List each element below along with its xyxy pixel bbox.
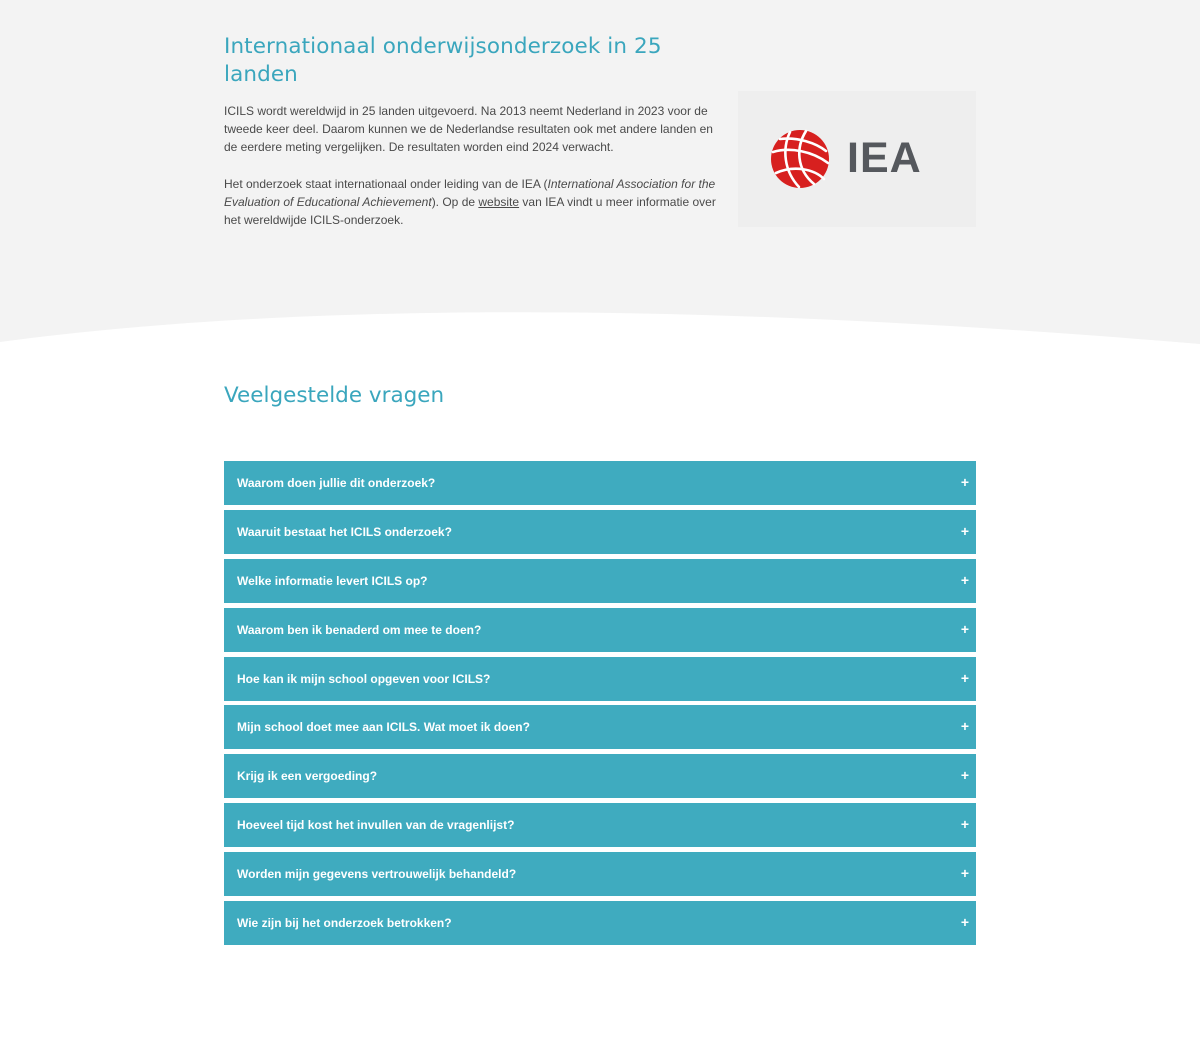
faq-item[interactable] (224, 754, 976, 798)
plus-icon: + (960, 914, 969, 931)
intro-paragraph-1: ICILS wordt wereldwijd in 25 landen uitgevoerd. Na 2013 neemt Nederland in 2023 voor de tweede keer deel. Daarom kunnen we de Nederlandse resultaten ook met andere landen en de eerdere meting vergelijken. De resultaten worden eind 2024 verwacht. (224, 104, 713, 155)
faq-accordion (224, 461, 976, 950)
plus-icon: + (960, 669, 969, 686)
plus-icon: + (960, 474, 969, 490)
faq-question: Welke informatie levert ICILS op? (237, 573, 428, 588)
faq-item[interactable] (224, 803, 976, 847)
faq-question: Worden mijn gegevens vertrouwelijk behandeld? (237, 867, 517, 882)
iea-full-name: International Association for the Evaluation of Educational Achievement (224, 176, 716, 209)
plus-icon: + (960, 522, 969, 539)
faq-question: Hoe kan ik mijn school opgeven voor ICILS? (237, 671, 491, 686)
faq-question: Wie zijn bij het onderzoek betrokken? (237, 916, 452, 931)
plus-icon: + (960, 816, 969, 833)
intro-paragraph-2 (224, 175, 719, 230)
intro-paragraph-2-start: Het onderzoek staat internationaal onder leiding van de IEA ( (224, 176, 548, 191)
plus-icon: + (960, 767, 969, 784)
plus-icon: + (960, 865, 969, 882)
faq-item[interactable] (224, 461, 976, 505)
faq-question: Waaruit bestaat het ICILS onderzoek? (237, 524, 452, 539)
faq-item[interactable] (224, 608, 976, 652)
faq-item[interactable] (224, 852, 976, 896)
intro-paragraph-2-end: van IEA vindt u meer informatie over het wereldwijde ICILS-onderzoek. (224, 194, 716, 228)
faq-item[interactable] (224, 510, 976, 554)
faq-question: Mijn school doet mee aan ICILS. Wat moet ik doen? (237, 720, 530, 735)
faq-question: Waarom doen jullie dit onderzoek? (237, 476, 436, 490)
plus-icon: + (960, 620, 969, 637)
iea-logo (738, 91, 976, 227)
faq-question: Waarom ben ik benaderd om mee te doen? (237, 622, 482, 637)
faq-question: Krijg ik een vergoeding? (237, 769, 378, 784)
intro-paragraph-2-middle: ). Op de (431, 194, 479, 209)
iea-website-link[interactable]: website (478, 194, 520, 209)
faq-title: Veelgestelde vragen (224, 383, 445, 408)
intro-text-block (224, 33, 719, 247)
faq-item[interactable] (224, 559, 976, 603)
globe-icon (770, 129, 830, 189)
faq-question: Hoeveel tijd kost het invullen van de vragenlijst? (237, 818, 515, 833)
plus-icon: + (960, 718, 969, 735)
plus-icon: + (960, 571, 969, 588)
section-wave-divider (0, 300, 1200, 360)
faq-item[interactable] (224, 901, 976, 945)
faq-item[interactable] (224, 705, 976, 749)
intro-title: Internationaal onderwijsonderzoek in 25 landen (224, 34, 662, 87)
faq-item[interactable] (224, 657, 976, 701)
iea-logo-text: IEA (847, 134, 922, 182)
